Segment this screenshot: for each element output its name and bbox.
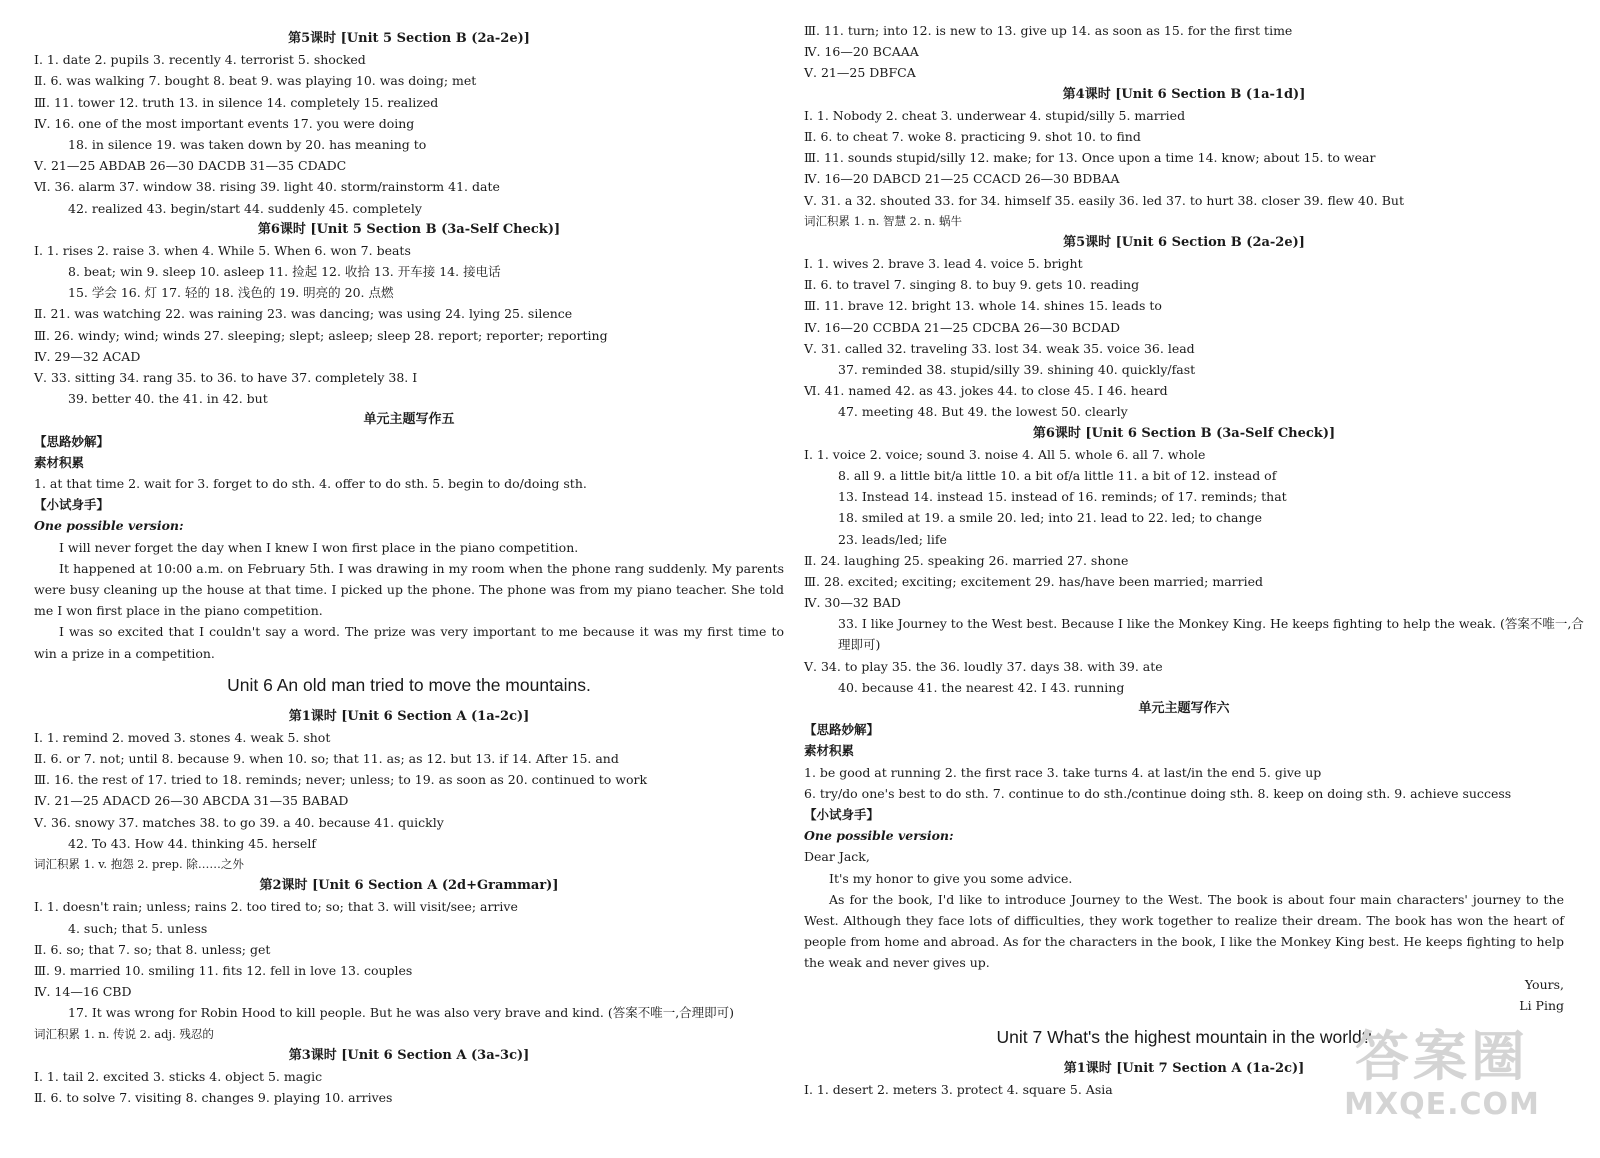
answer-line: Ⅰ. 1. voice 2. voice; sound 3. noise 4. All 5. whole 6. all 7. whole (804, 446, 1206, 462)
answer-line: Ⅳ. 16—20 BCAAA (804, 44, 919, 60)
answer-line: Ⅵ. 36. alarm 37. window 38. rising 39. light 40. storm/rainstorm 41. date (34, 179, 500, 195)
section-heading: 素材积累 (804, 743, 855, 759)
answer-line: Ⅰ. 1. doesn't rain; unless; rains 2. too tired to; so; that 3. will visit/see; arrive (34, 899, 518, 915)
letter-greeting: Dear Jack, (804, 849, 870, 865)
lesson-title: 第1课时 [Unit 6 Section A (1a-2c)] (288, 708, 530, 724)
answer-line: Ⅱ. 6. was walking 7. bought 8. beat 9. was playing 10. was doing; met (34, 73, 477, 89)
letter-paragraph: As for the book, I'd like to introduce Journey to the West. The book is about four main characters' journey to the West. Although they face lots of difficulties, they work together to realize their dream. The book has won the heart of people from home and abroad. As for the characters in the book, I like the Monkey King best. He keeps fighting to help the weak and never gives up. (804, 891, 1564, 971)
writing-section-title: 单元主题写作六 (1138, 701, 1230, 716)
watermark-logo-text: 答案圈 (1355, 1025, 1529, 1088)
material-list: 1. at that time 2. wait for 3. forget to do sth. 4. offer to do sth. 5. begin to do/doing sth. (34, 475, 587, 491)
lesson-title: 第1课时 [Unit 7 Section A (1a-2c)] (1063, 1060, 1305, 1076)
answer-line: Ⅱ. 21. was watching 22. was raining 23. was dancing; was using 24. lying 25. silence (34, 306, 573, 322)
answer-line: Ⅲ. 26. windy; wind; winds 27. sleeping; slept; asleep; sleep 28. report; reporter; reporting (34, 327, 608, 343)
left-column (34, 28, 784, 1108)
lesson-title: 第3课时 [Unit 6 Section A (3a-3c)] (288, 1047, 530, 1063)
essay-paragraph: I will never forget the day when I knew I won first place in the piano competition. (59, 539, 579, 555)
right-column (804, 20, 1584, 1100)
vocab-note: 词汇积累 1. n. 传说 2. adj. 残忍的 (34, 1026, 214, 1041)
answer-line: 42. To 43. How 44. thinking 45. herself (68, 835, 316, 851)
answer-line: Ⅲ. 16. the rest of 17. tried to 18. reminds; never; unless; to 19. as soon as 20. continued to work (34, 772, 648, 788)
answer-line: Ⅳ. 16—20 DABCD 21—25 CCACD 26—30 BDBAA (804, 171, 1120, 187)
lesson-title: 第6课时 [Unit 6 Section B (3a-Self Check)] (1032, 425, 1336, 441)
answer-line: Ⅱ. 6. to solve 7. visiting 8. changes 9. playing 10. arrives (34, 1090, 393, 1106)
answer-line: Ⅰ. 1. date 2. pupils 3. recently 4. terrorist 5. shocked (34, 52, 366, 68)
answer-line: Ⅲ. 11. sounds stupid/silly 12. make; for 13. Once upon a time 14. know; about 15. to wear (804, 150, 1376, 166)
answer-line: 23. leads/led; life (838, 531, 947, 547)
lesson-title: 第5课时 [Unit 6 Section B (2a-2e)] (1063, 234, 1305, 250)
lesson-title: 第4课时 [Unit 6 Section B (1a-1d)] (1062, 86, 1306, 102)
answer-line: Ⅲ. 11. turn; into 12. is new to 13. give up 14. as soon as 15. for the first time (804, 23, 1293, 38)
unit-title: Unit 7 What's the highest mountain in the world? (996, 1026, 1372, 1047)
answer-line: 37. reminded 38. stupid/silly 39. shining 40. quickly/fast (838, 362, 1196, 377)
material-list: 6. try/do one's best to do sth. 7. continue to do sth./continue doing sth. 8. keep on doing sth. 9. achieve success (804, 785, 1512, 801)
answer-line: 33. I like Journey to the West best. Because I like the Monkey King. He keeps fighting to help the weak. (答案不唯一,合 (838, 616, 1584, 632)
answer-line: Ⅳ. 29—32 ACAD (34, 348, 141, 364)
answer-line: 理即可) (838, 637, 881, 653)
answer-line: 40. because 41. the nearest 42. I 43. running (838, 679, 1125, 695)
letter-closing: Yours, (1524, 976, 1564, 992)
answer-line: Ⅴ. 31. a 32. shouted 33. for 34. himself 35. easily 36. led 37. to hurt 38. closer 39. flew 40. But (804, 192, 1404, 208)
answer-line: Ⅱ. 24. laughing 25. speaking 26. married 27. shone (804, 552, 1129, 568)
version-label: One possible version: (34, 518, 184, 534)
answer-line: Ⅰ. 1. remind 2. moved 3. stones 4. weak 5. shot (34, 729, 331, 745)
lesson-title: 第6课时 [Unit 5 Section B (3a-Self Check)] (257, 221, 561, 237)
answer-line: Ⅲ. 11. brave 12. bright 13. whole 14. shines 15. leads to (804, 298, 1162, 314)
unit-title: Unit 6 An old man tried to move the mountains. (227, 674, 591, 695)
answer-line: Ⅲ. 28. excited; exciting; excitement 29. has/have been married; married (804, 573, 1264, 589)
version-label: One possible version: (804, 828, 954, 844)
answer-line: Ⅳ. 21—25 ADACD 26—30 ABCDA 31—35 BABAD (34, 793, 349, 809)
answer-line: Ⅵ. 41. named 42. as 43. jokes 44. to close 45. I 46. heard (804, 383, 1168, 399)
answer-line: 8. all 9. a little bit/a little 10. a bit of/a little 11. a bit of 12. instead of (838, 467, 1277, 483)
letter-paragraph: It's my honor to give you some advice. (829, 870, 1073, 886)
answer-line: Ⅴ. 36. snowy 37. matches 38. to go 39. a 40. because 41. quickly (34, 814, 444, 830)
lesson-title: 第5课时 [Unit 5 Section B (2a-2e)] (288, 31, 530, 46)
section-heading: 【思路妙解】 (804, 722, 880, 738)
answer-line: 18. smiled at 19. a smile 20. led; into 21. lead to 22. led; to change (838, 510, 1262, 526)
section-heading: 【小试身手】 (34, 497, 110, 513)
answer-line: 17. It was wrong for Robin Hood to kill people. But he was also very brave and kind. (答案不唯一,合理即可) (68, 1005, 735, 1021)
answer-line: Ⅴ. 33. sitting 34. rang 35. to 36. to have 37. completely 38. I (34, 370, 418, 385)
letter-signature: Li Ping (1519, 997, 1564, 1013)
answer-line: Ⅰ. 1. tail 2. excited 3. sticks 4. object 5. magic (34, 1068, 323, 1084)
answer-line: Ⅱ. 6. to cheat 7. woke 8. practicing 9. shot 10. to find (804, 128, 1141, 144)
vocab-note: 词汇积累 1. n. 智慧 2. n. 蜗牛 (804, 213, 963, 228)
answer-line: Ⅱ. 6. to travel 7. singing 8. to buy 9. gets 10. reading (804, 277, 1140, 293)
answer-line: Ⅱ. 6. so; that 7. so; that 8. unless; get (34, 941, 271, 957)
material-list: 1. be good at running 2. the first race 3. take turns 4. at last/in the end 5. give up (804, 764, 1322, 780)
answer-line: 15. 学会 16. 灯 17. 轻的 18. 浅色的 19. 明亮的 20. 点燃 (68, 285, 394, 301)
essay-paragraph: I was so excited that I couldn't say a word. The prize was very important to me because it was my first time to win a prize in a competition. (34, 624, 784, 661)
vocab-note: 词汇积累 1. v. 抱怨 2. prep. 除……之外 (34, 857, 244, 872)
answer-line: Ⅰ. 1. rises 2. raise 3. when 4. While 5. When 6. won 7. beats (34, 242, 411, 258)
answer-line: Ⅳ. 14—16 CBD (34, 984, 132, 1000)
answer-line: Ⅲ. 11. tower 12. truth 13. in silence 14. completely 15. realized (34, 94, 439, 110)
answer-line: 8. beat; win 9. sleep 10. asleep 11. 捡起 12. 收拾 13. 开车接 14. 接电话 (68, 264, 501, 280)
section-heading: 【小试身手】 (804, 806, 880, 822)
answer-line: 13. Instead 14. instead 15. instead of 16. reminds; of 17. reminds; that (838, 489, 1287, 505)
answer-line: Ⅰ. 1. desert 2. meters 3. protect 4. square 5. Asia (804, 1082, 1113, 1098)
site-watermark (1312, 1026, 1572, 1136)
answer-line: Ⅴ. 34. to play 35. the 36. loudly 37. days 38. with 39. ate (804, 658, 1163, 674)
answer-line: Ⅰ. 1. wives 2. brave 3. lead 4. voice 5. bright (804, 256, 1083, 272)
watermark-url: MXQE.COM (1344, 1087, 1540, 1122)
answer-line: Ⅱ. 6. or 7. not; until 8. because 9. when 10. so; that 11. as; as 12. but 13. if 14. After 15. and (34, 751, 619, 767)
answer-line: 42. realized 43. begin/start 44. suddenly 45. completely (68, 200, 422, 216)
writing-section-title: 单元主题写作五 (363, 412, 455, 428)
answer-line: Ⅲ. 9. married 10. smiling 11. fits 12. fell in love 13. couples (34, 962, 413, 978)
answer-line: Ⅴ. 31. called 32. traveling 33. lost 34. weak 35. voice 36. lead (804, 340, 1195, 356)
answer-line: Ⅳ. 16—20 CCBDA 21—25 CDCBA 26—30 BCDAD (804, 319, 1121, 335)
answer-line: Ⅰ. 1. Nobody 2. cheat 3. underwear 4. stupid/silly 5. married (804, 107, 1186, 123)
answer-line: 18. in silence 19. was taken down by 20. has meaning to (68, 136, 427, 152)
section-heading: 素材积累 (34, 454, 85, 470)
answer-line: 39. better 40. the 41. in 42. but (68, 391, 268, 407)
answer-line: 4. such; that 5. unless (68, 920, 208, 936)
answer-line: 47. meeting 48. But 49. the lowest 50. clearly (838, 404, 1128, 420)
lesson-title: 第2课时 [Unit 6 Section A (2d+Grammar)] (259, 878, 559, 894)
section-heading: 【思路妙解】 (34, 433, 110, 449)
answer-line: Ⅳ. 16. one of the most important events 17. you were doing (34, 115, 415, 131)
essay-paragraph: It happened at 10:00 a.m. on February 5th. I was drawing in my room when the phone rang suddenly. My parents were busy cleaning up the house at that time. I picked up the phone. The phone was from my piano teacher. She told me I won first place in the piano competition. (34, 560, 784, 619)
answer-line: Ⅴ. 21—25 DBFCA (804, 65, 916, 81)
answer-line: Ⅳ. 30—32 BAD (804, 595, 901, 611)
answer-line: Ⅴ. 21—25 ABDAB 26—30 DACDB 31—35 CDADC (34, 158, 347, 174)
